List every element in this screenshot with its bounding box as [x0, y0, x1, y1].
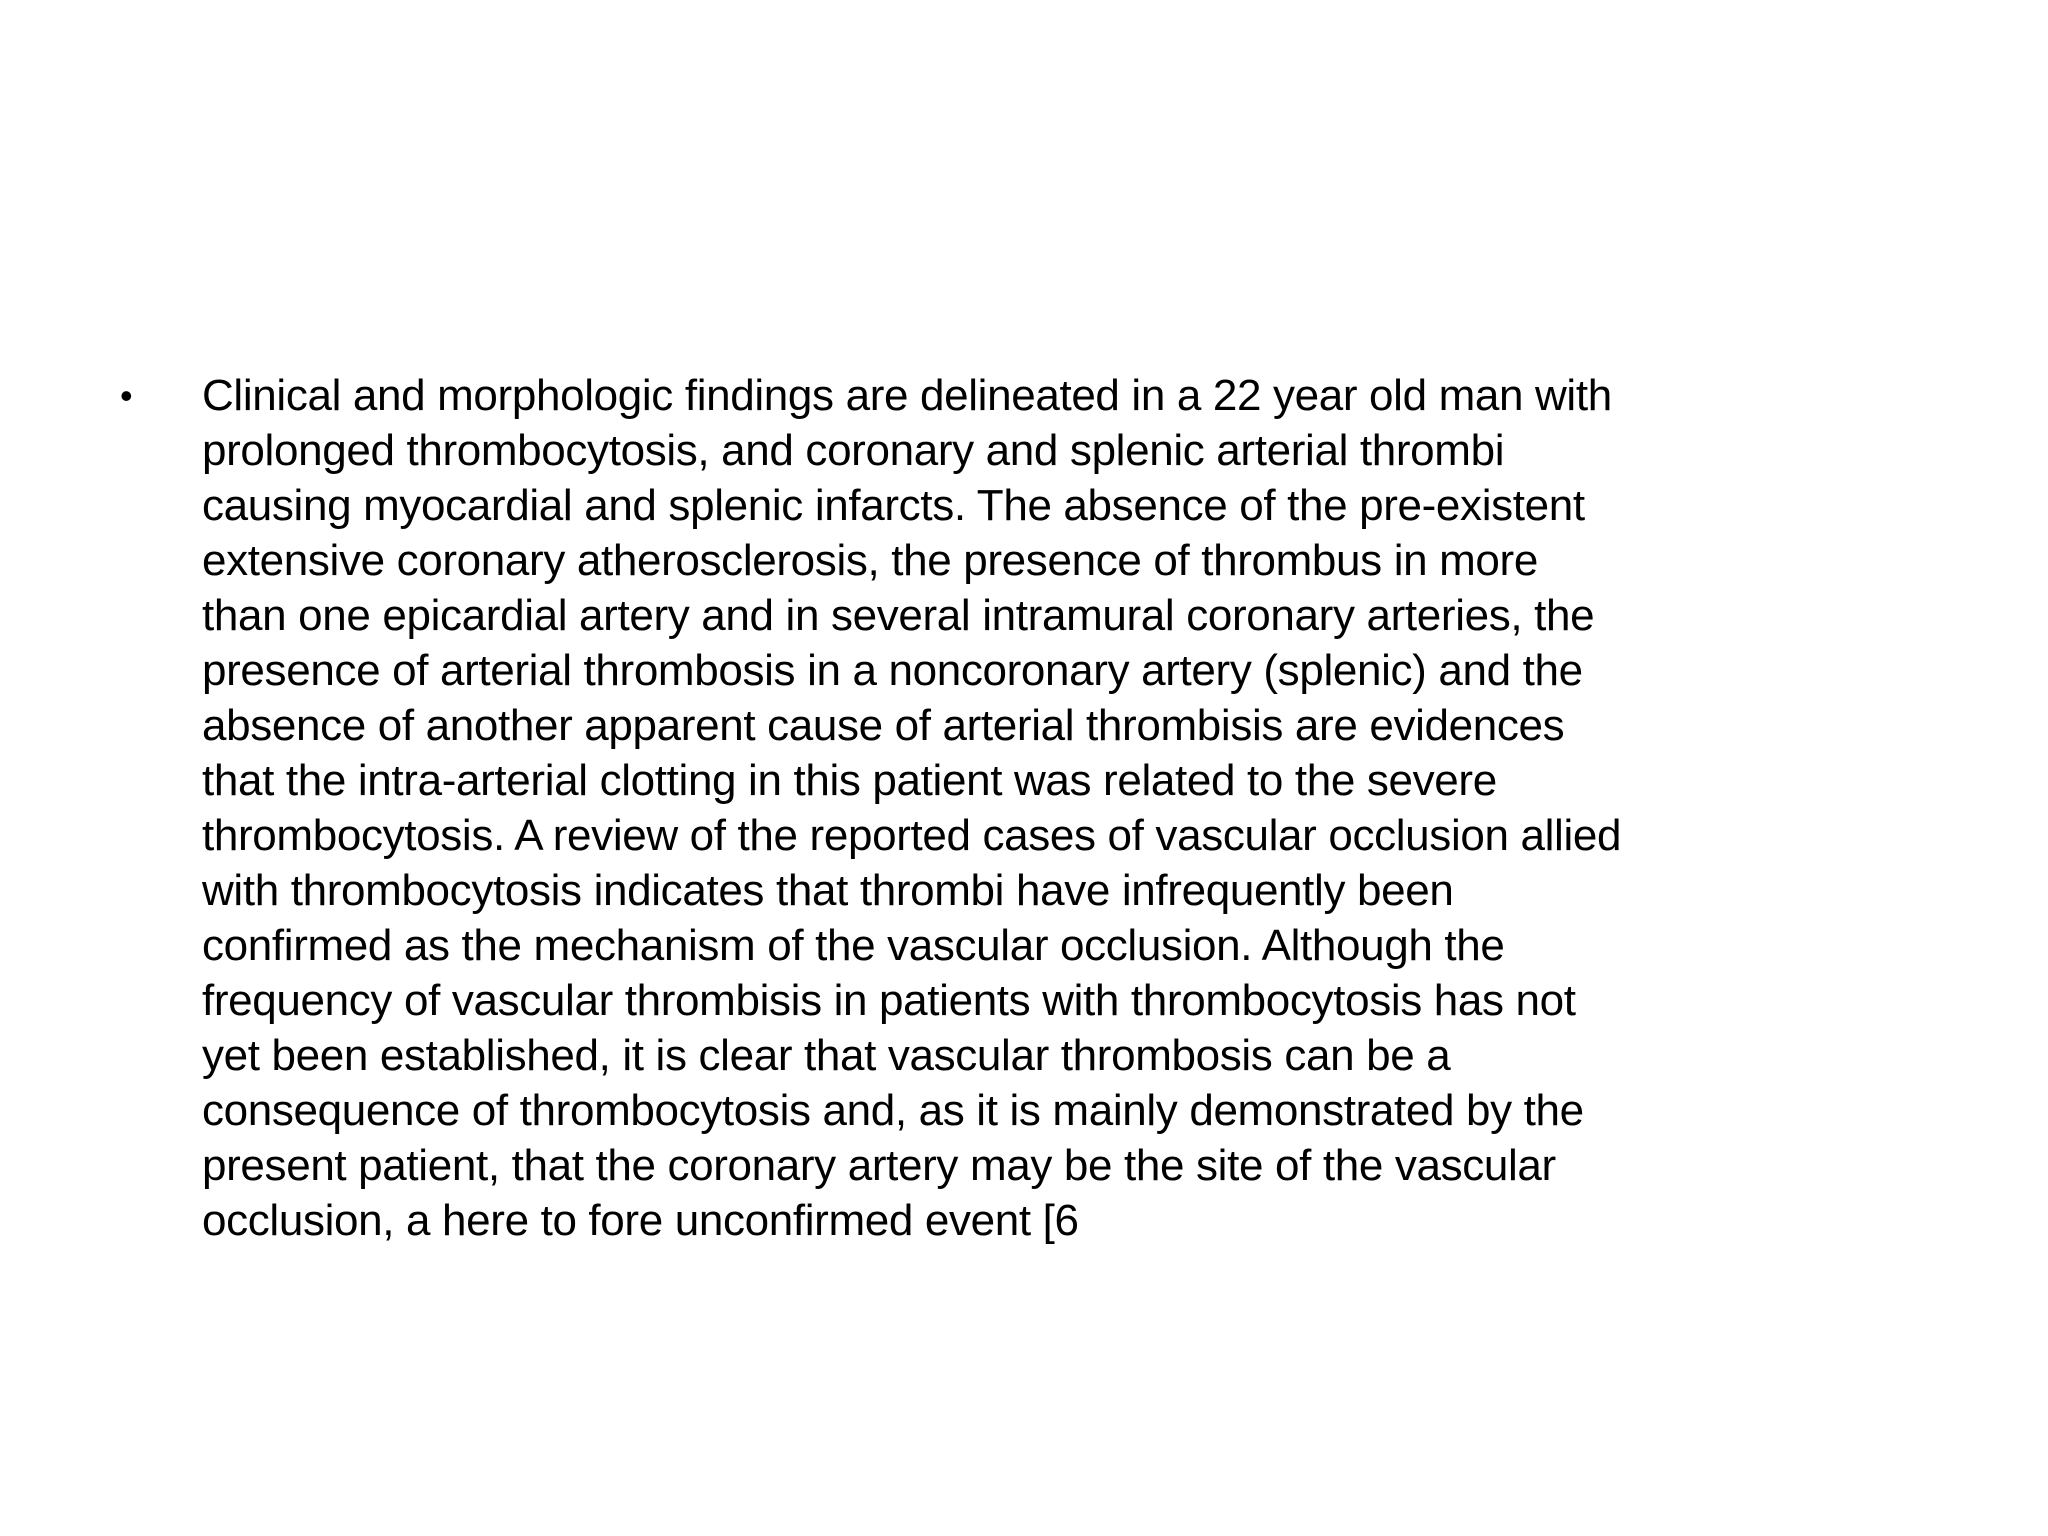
text-line: with thrombocytosis indicates that thrombi have infrequently been: [202, 866, 1454, 915]
text-line: prolonged thrombocytosis, and coronary and splenic arterial thrombi: [202, 426, 1505, 475]
text-line: occlusion, a here to fore unconfirmed event [6: [202, 1196, 1079, 1245]
text-line: frequency of vascular thrombisis in patients with thrombocytosis has not: [202, 976, 1576, 1025]
text-line: present patient, that the coronary artery may be the site of the vascular: [202, 1141, 1556, 1190]
bullet-item: [120, 368, 1950, 1248]
text-line: that the intra-arterial clotting in this patient was related to the severe: [202, 756, 1497, 805]
text-line: confirmed as the mechanism of the vascular occlusion. Although the: [202, 921, 1505, 970]
text-line: extensive coronary atherosclerosis, the presence of thrombus in more: [202, 536, 1538, 585]
text-line: thrombocytosis. A review of the reported cases of vascular occlusion allied: [202, 811, 1622, 860]
bullet-text: [202, 368, 1950, 1248]
text-line: absence of another apparent cause of arterial thrombisis are evidences: [202, 701, 1565, 750]
text-line: presence of arterial thrombosis in a noncoronary artery (splenic) and the: [202, 646, 1583, 695]
text-line: yet been established, it is clear that vascular thrombosis can be a: [202, 1031, 1451, 1080]
bullet-list: [120, 368, 1950, 1248]
text-line: causing myocardial and splenic infarcts. The absence of the pre-existent: [202, 481, 1585, 530]
text-line: Clinical and morphologic findings are delineated in a 22 year old man with: [202, 371, 1612, 420]
bullet-marker: •: [120, 375, 133, 416]
text-line: consequence of thrombocytosis and, as it is mainly demonstrated by the: [202, 1086, 1584, 1135]
text-line: than one epicardial artery and in several intramural coronary arteries, the: [202, 591, 1595, 640]
